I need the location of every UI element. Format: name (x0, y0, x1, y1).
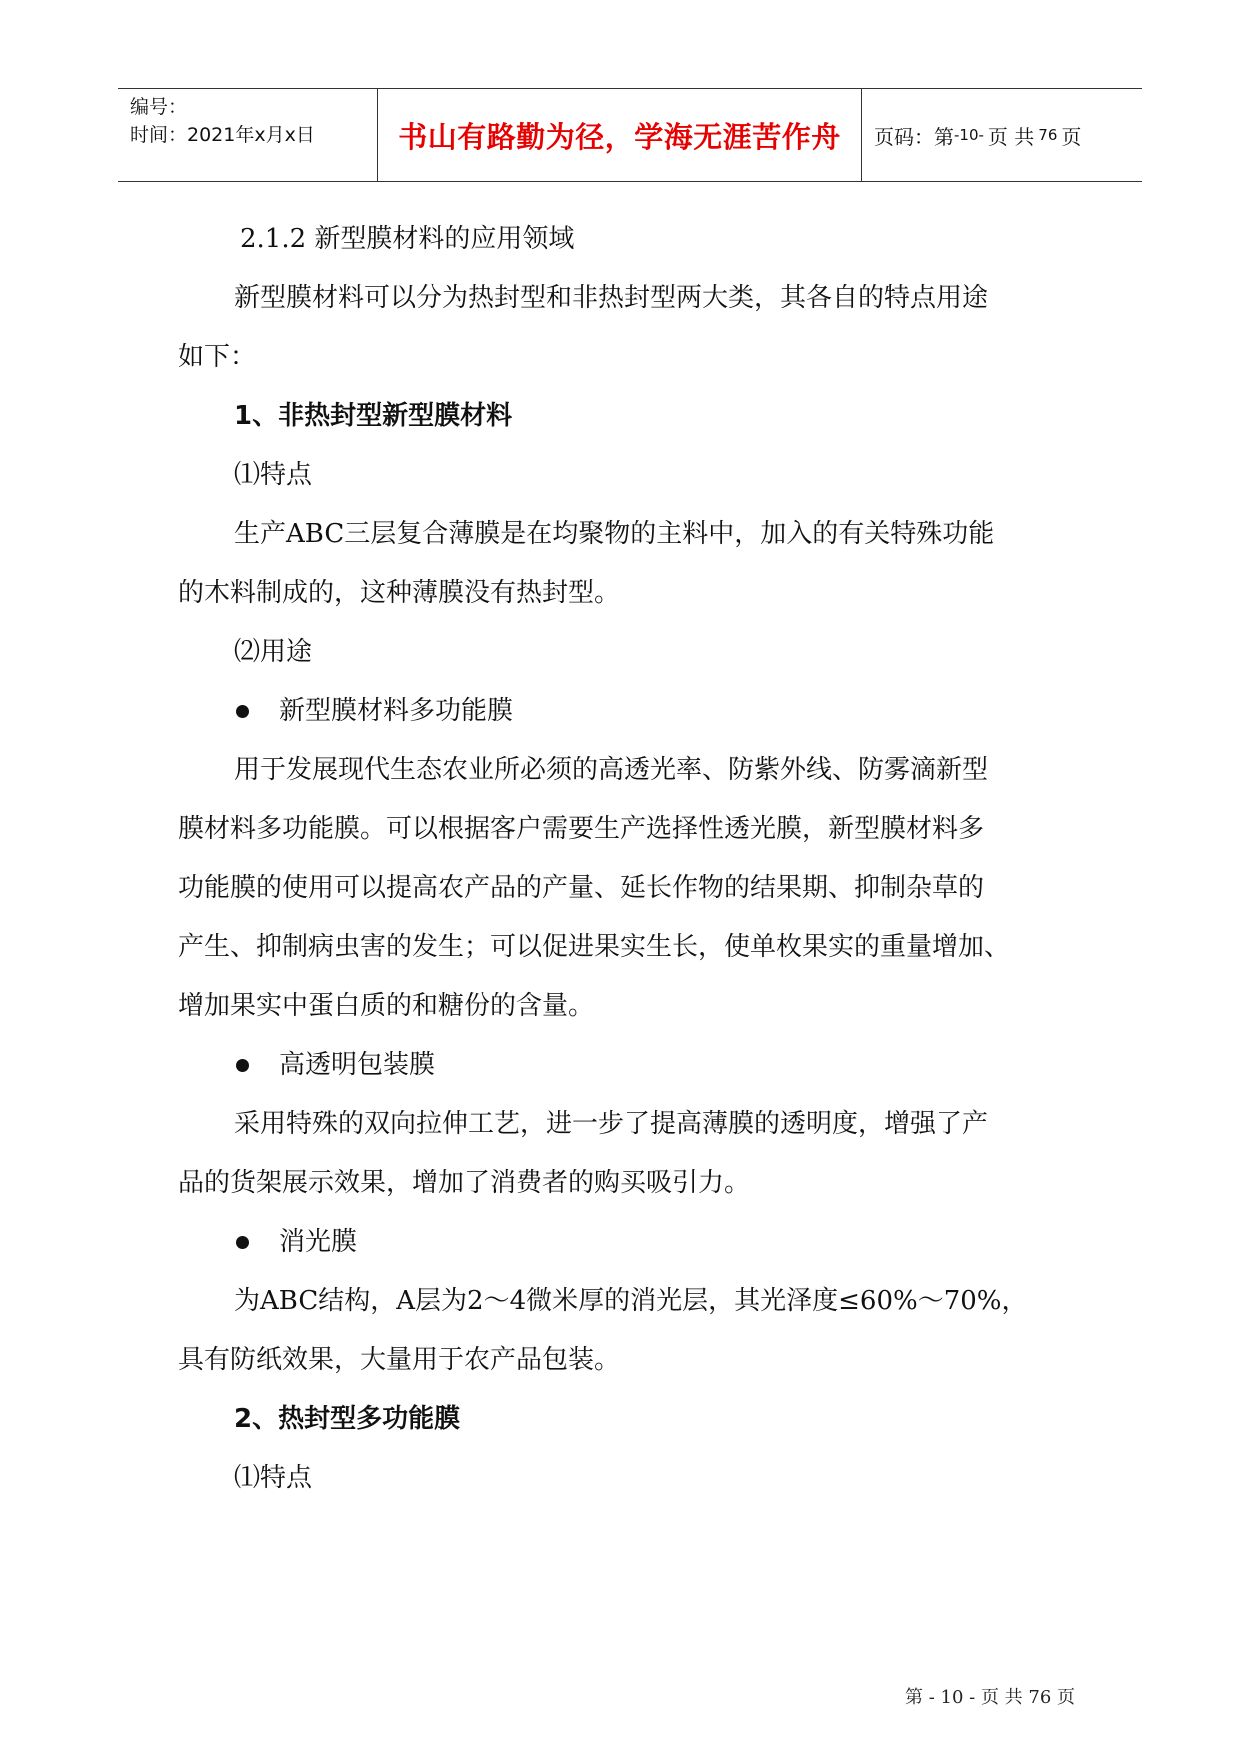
heading-heat-seal: 2、热封型多功能膜 (234, 1404, 461, 1434)
document-body (178, 210, 1118, 1508)
paragraph-line: 新型膜材料可以分为热封型和非热封型两大类，其各自的特点用途 (234, 283, 989, 313)
paragraph-line: 的木料制成的，这种薄膜没有热封型。 (178, 578, 621, 608)
paragraph-line: 增加果实中蛋白质的和糖份的含量。 (178, 991, 595, 1021)
subheading-features: ⑴特点 (234, 1463, 313, 1493)
paragraph-line: 膜材料多功能膜。可以根据客户需要生产选择性透光膜，新型膜材料多 (178, 814, 985, 844)
header-page-suffix: 页 (1061, 124, 1082, 149)
paragraph-line: 产生、抑制病虫害的发生；可以促进果实生长，使单枚果实的重量增加、 (178, 932, 1011, 962)
header-page-prefix: 页码：第 (874, 124, 954, 149)
header-page-num: -10- (954, 126, 984, 144)
bullet-label: 消光膜 (279, 1227, 358, 1257)
subheading-features: ⑴特点 (234, 460, 313, 490)
page-footer: 第 - 10 - 页 共 76 页 (905, 1687, 1076, 1708)
header-motto-cell (378, 89, 862, 181)
paragraph-line: 生产ABC三层复合薄膜是在均聚物的主料中，加入的有关特殊功能 (234, 519, 995, 549)
bullet-label: 高透明包装膜 (279, 1050, 436, 1080)
bullet-dot-icon (236, 1236, 249, 1249)
section-title: 2.1.2 新型膜材料的应用领域 (240, 224, 575, 254)
paragraph-line: 如下： (178, 342, 257, 372)
bullet-item (178, 1036, 1118, 1095)
bullet-dot-icon (236, 705, 249, 718)
header-motto: 书山有路勤为径，学海无涯苦作舟 (398, 119, 841, 154)
bullet-item (178, 1213, 1118, 1272)
bullet-label: 新型膜材料多功能膜 (279, 696, 514, 726)
header-time: 时间：2021年x月x日 (130, 124, 315, 146)
paragraph-line: 功能膜的使用可以提高农产品的产量、延长作物的结果期、抑制杂草的 (178, 873, 985, 903)
bullet-item (178, 682, 1118, 741)
heading-non-heat-seal: 1、非热封型新型膜材料 (234, 401, 513, 431)
paragraph-line: 采用特殊的双向拉伸工艺，进一步了提高薄膜的透明度，增强了产 (234, 1109, 989, 1139)
header-page-info (862, 89, 1142, 181)
header-number-label: 编号： (130, 96, 188, 118)
paragraph-line: 具有防纸效果，大量用于农产品包装。 (178, 1345, 621, 1375)
paragraph-line: 为ABC结构，A层为2～4微米厚的消光层，其光泽度≤60%～70%， (234, 1286, 1028, 1316)
bullet-dot-icon (236, 1059, 249, 1072)
paragraph-line: 品的货架展示效果，增加了消费者的购买吸引力。 (178, 1168, 751, 1198)
page-header (118, 88, 1142, 182)
header-meta (118, 89, 378, 181)
header-page-total: 76 (1038, 126, 1058, 144)
header-page-mid: 页 共 (987, 124, 1035, 149)
subheading-usage: ⑵用途 (234, 637, 313, 667)
paragraph-line: 用于发展现代生态农业所必须的高透光率、防紫外线、防雾滴新型 (234, 755, 989, 785)
